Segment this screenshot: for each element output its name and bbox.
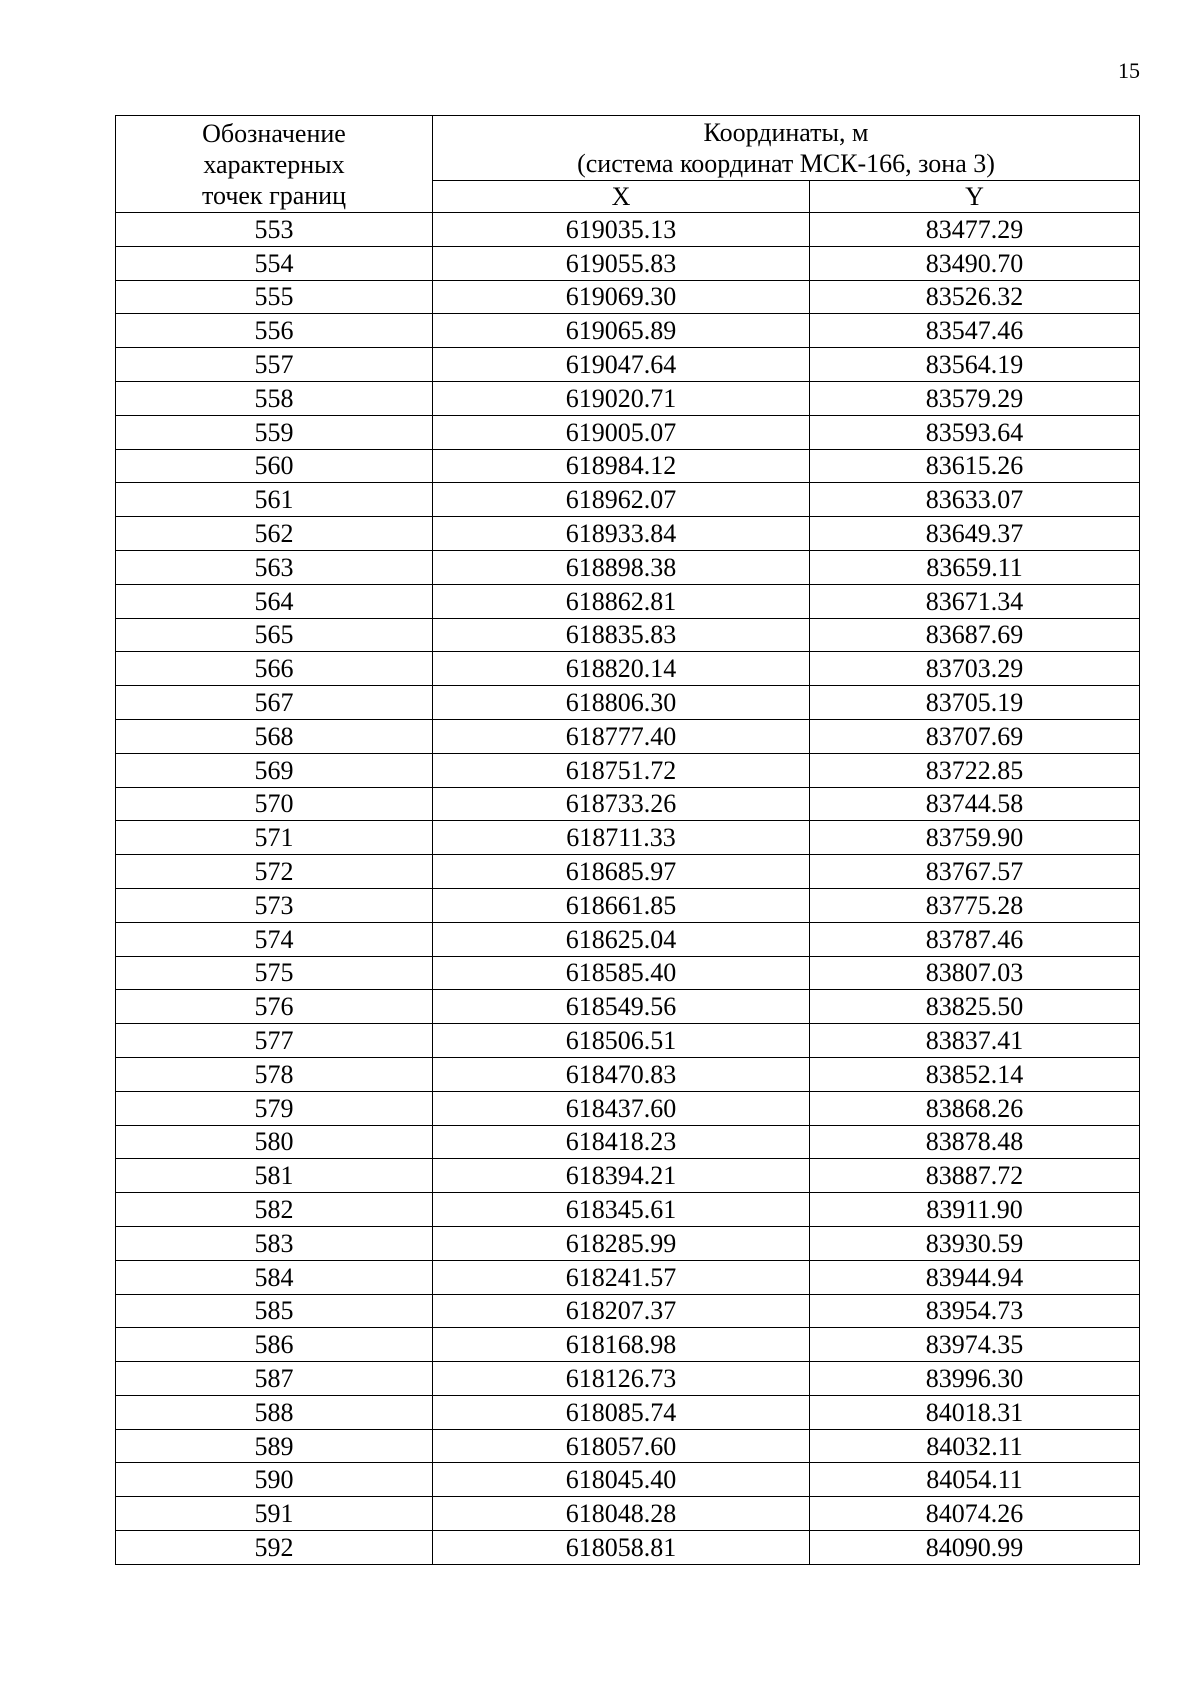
x-coordinate-cell: 618057.60	[433, 1429, 810, 1463]
table-row	[116, 787, 1140, 821]
y-coordinate-cell: 83649.37	[810, 517, 1140, 551]
table-row	[116, 652, 1140, 686]
table-row	[116, 1294, 1140, 1328]
table-row	[116, 1362, 1140, 1396]
x-coordinate-cell: 618045.40	[433, 1463, 810, 1497]
table-body	[116, 213, 1140, 1565]
point-id-cell: 558	[116, 381, 433, 415]
x-coordinate-cell: 618394.21	[433, 1159, 810, 1193]
x-coordinate-cell: 618862.81	[433, 584, 810, 618]
table-header	[116, 116, 1140, 213]
y-coordinate-cell: 84054.11	[810, 1463, 1140, 1497]
point-id-cell: 559	[116, 415, 433, 449]
point-id-cell: 553	[116, 213, 433, 247]
table-row	[116, 1057, 1140, 1091]
point-id-cell: 562	[116, 517, 433, 551]
x-coordinate-cell: 618733.26	[433, 787, 810, 821]
point-id-cell: 572	[116, 855, 433, 889]
point-id-cell: 565	[116, 618, 433, 652]
point-id-cell: 588	[116, 1395, 433, 1429]
y-coordinate-cell: 84032.11	[810, 1429, 1140, 1463]
coordinates-table	[115, 115, 1140, 1565]
table-row	[116, 213, 1140, 247]
point-id-cell: 569	[116, 753, 433, 787]
x-coordinate-cell: 618048.28	[433, 1497, 810, 1531]
x-coordinate-cell: 618777.40	[433, 719, 810, 753]
x-coordinate-cell: 619047.64	[433, 348, 810, 382]
y-coordinate-cell: 83930.59	[810, 1226, 1140, 1260]
x-coordinate-cell: 618820.14	[433, 652, 810, 686]
table-row	[116, 1193, 1140, 1227]
x-coordinate-cell: 618549.56	[433, 990, 810, 1024]
coordinates-header-line-1: Координаты, м	[703, 118, 869, 147]
table-row	[116, 1395, 1140, 1429]
x-coordinate-cell: 619055.83	[433, 246, 810, 280]
x-coordinate-cell: 618962.07	[433, 483, 810, 517]
point-id-cell: 579	[116, 1091, 433, 1125]
y-coordinate-cell: 83887.72	[810, 1159, 1140, 1193]
y-coordinate-cell: 83526.32	[810, 280, 1140, 314]
y-coordinate-cell: 83659.11	[810, 550, 1140, 584]
table-row	[116, 449, 1140, 483]
y-coordinate-cell: 83996.30	[810, 1362, 1140, 1396]
point-id-cell: 568	[116, 719, 433, 753]
x-coordinate-cell: 618625.04	[433, 922, 810, 956]
table-row	[116, 1429, 1140, 1463]
table-row	[116, 381, 1140, 415]
table-row	[116, 246, 1140, 280]
x-coordinate-cell: 618806.30	[433, 686, 810, 720]
point-id-cell: 584	[116, 1260, 433, 1294]
y-coordinate-cell: 83868.26	[810, 1091, 1140, 1125]
table-row	[116, 280, 1140, 314]
x-coordinate-cell: 618241.57	[433, 1260, 810, 1294]
y-coordinate-cell: 83490.70	[810, 246, 1140, 280]
y-coordinate-cell: 84090.99	[810, 1531, 1140, 1565]
point-id-cell: 560	[116, 449, 433, 483]
x-coordinate-cell: 618685.97	[433, 855, 810, 889]
point-id-cell: 590	[116, 1463, 433, 1497]
table-row	[116, 1260, 1140, 1294]
point-id-cell: 577	[116, 1024, 433, 1058]
point-id-cell: 586	[116, 1328, 433, 1362]
y-coordinate-cell: 84018.31	[810, 1395, 1140, 1429]
y-coordinate-cell: 83671.34	[810, 584, 1140, 618]
y-coordinate-cell: 83852.14	[810, 1057, 1140, 1091]
x-coordinate-cell: 618933.84	[433, 517, 810, 551]
y-coordinate-cell: 83547.46	[810, 314, 1140, 348]
table-row	[116, 1328, 1140, 1362]
y-coordinate-cell: 83477.29	[810, 213, 1140, 247]
table-row	[116, 922, 1140, 956]
y-coordinate-cell: 83944.94	[810, 1260, 1140, 1294]
table-row	[116, 1159, 1140, 1193]
point-id-cell: 556	[116, 314, 433, 348]
point-id-cell: 561	[116, 483, 433, 517]
table-row	[116, 855, 1140, 889]
point-id-cell: 580	[116, 1125, 433, 1159]
point-header-line-1: Обозначение	[202, 118, 346, 148]
point-id-cell: 570	[116, 787, 433, 821]
x-coordinate-cell: 618126.73	[433, 1362, 810, 1396]
y-coordinate-cell: 83787.46	[810, 922, 1140, 956]
table-row	[116, 990, 1140, 1024]
x-coordinate-cell: 618470.83	[433, 1057, 810, 1091]
point-id-cell: 564	[116, 584, 433, 618]
x-coordinate-cell: 618585.40	[433, 956, 810, 990]
y-coordinate-cell: 83825.50	[810, 990, 1140, 1024]
table-row	[116, 618, 1140, 652]
y-coordinate-cell: 84074.26	[810, 1497, 1140, 1531]
point-id-cell: 571	[116, 821, 433, 855]
y-coordinate-cell: 83687.69	[810, 618, 1140, 652]
y-coordinate-cell: 83593.64	[810, 415, 1140, 449]
table-row	[116, 517, 1140, 551]
coordinates-header	[433, 116, 1140, 181]
point-id-cell: 592	[116, 1531, 433, 1565]
x-coordinate-cell: 618058.81	[433, 1531, 810, 1565]
table-row	[116, 348, 1140, 382]
point-id-cell: 589	[116, 1429, 433, 1463]
y-coordinate-cell: 83807.03	[810, 956, 1140, 990]
point-id-cell: 573	[116, 888, 433, 922]
table-row	[116, 1125, 1140, 1159]
y-coordinate-cell: 83878.48	[810, 1125, 1140, 1159]
x-coordinate-cell: 618418.23	[433, 1125, 810, 1159]
y-coordinate-cell: 83707.69	[810, 719, 1140, 753]
y-coordinate-cell: 83722.85	[810, 753, 1140, 787]
y-coordinate-cell: 83954.73	[810, 1294, 1140, 1328]
y-coordinate-cell: 83767.57	[810, 855, 1140, 889]
y-column-header: Y	[810, 181, 1140, 213]
x-coordinate-cell: 619035.13	[433, 213, 810, 247]
x-coordinate-cell: 618984.12	[433, 449, 810, 483]
x-coordinate-cell: 618751.72	[433, 753, 810, 787]
x-coordinate-cell: 618285.99	[433, 1226, 810, 1260]
y-coordinate-cell: 83579.29	[810, 381, 1140, 415]
y-coordinate-cell: 83705.19	[810, 686, 1140, 720]
point-id-cell: 554	[116, 246, 433, 280]
point-id-cell: 578	[116, 1057, 433, 1091]
point-id-cell: 575	[116, 956, 433, 990]
x-coordinate-cell: 618345.61	[433, 1193, 810, 1227]
point-id-cell: 566	[116, 652, 433, 686]
x-coordinate-cell: 618168.98	[433, 1328, 810, 1362]
y-coordinate-cell: 83775.28	[810, 888, 1140, 922]
table-row	[116, 1463, 1140, 1497]
x-coordinate-cell: 619005.07	[433, 415, 810, 449]
point-id-cell: 582	[116, 1193, 433, 1227]
point-header-line-3: точек границ	[201, 180, 347, 210]
table-row	[116, 821, 1140, 855]
point-id-cell: 591	[116, 1497, 433, 1531]
point-id-cell: 563	[116, 550, 433, 584]
x-coordinate-cell: 618835.83	[433, 618, 810, 652]
y-coordinate-cell: 83759.90	[810, 821, 1140, 855]
point-id-cell: 567	[116, 686, 433, 720]
table-row	[116, 584, 1140, 618]
y-coordinate-cell: 83974.35	[810, 1328, 1140, 1362]
table-row	[116, 1531, 1140, 1565]
table-row	[116, 1497, 1140, 1531]
table-row	[116, 314, 1140, 348]
x-coordinate-cell: 619020.71	[433, 381, 810, 415]
point-id-cell: 576	[116, 990, 433, 1024]
y-coordinate-cell: 83837.41	[810, 1024, 1140, 1058]
table-row	[116, 956, 1140, 990]
table-row	[116, 719, 1140, 753]
point-id-cell: 581	[116, 1159, 433, 1193]
point-id-cell: 585	[116, 1294, 433, 1328]
x-coordinate-cell: 619069.30	[433, 280, 810, 314]
x-coordinate-cell: 618661.85	[433, 888, 810, 922]
x-coordinate-cell: 618898.38	[433, 550, 810, 584]
point-id-cell: 583	[116, 1226, 433, 1260]
page-number: 15	[1118, 58, 1140, 83]
point-header-line-2: характерных	[203, 149, 345, 179]
x-coordinate-cell: 618506.51	[433, 1024, 810, 1058]
y-coordinate-cell: 83633.07	[810, 483, 1140, 517]
table-row	[116, 686, 1140, 720]
point-designation-header	[116, 116, 433, 213]
x-coordinate-cell: 619065.89	[433, 314, 810, 348]
x-coordinate-cell: 618207.37	[433, 1294, 810, 1328]
table-row	[116, 1091, 1140, 1125]
table-row	[116, 1024, 1140, 1058]
point-id-cell: 555	[116, 280, 433, 314]
point-id-cell: 574	[116, 922, 433, 956]
x-coordinate-cell: 618437.60	[433, 1091, 810, 1125]
table-row	[116, 888, 1140, 922]
x-coordinate-cell: 618711.33	[433, 821, 810, 855]
y-coordinate-cell: 83911.90	[810, 1193, 1140, 1227]
y-coordinate-cell: 83744.58	[810, 787, 1140, 821]
table-row	[116, 483, 1140, 517]
point-id-cell: 557	[116, 348, 433, 382]
table-row	[116, 1226, 1140, 1260]
x-column-header: X	[433, 181, 810, 213]
y-coordinate-cell: 83703.29	[810, 652, 1140, 686]
table-row	[116, 753, 1140, 787]
y-coordinate-cell: 83564.19	[810, 348, 1140, 382]
point-id-cell: 587	[116, 1362, 433, 1396]
coordinates-header-line-2: (система координат МСК-166, зона 3)	[577, 149, 995, 178]
x-coordinate-cell: 618085.74	[433, 1395, 810, 1429]
table-row	[116, 550, 1140, 584]
table-row	[116, 415, 1140, 449]
y-coordinate-cell: 83615.26	[810, 449, 1140, 483]
